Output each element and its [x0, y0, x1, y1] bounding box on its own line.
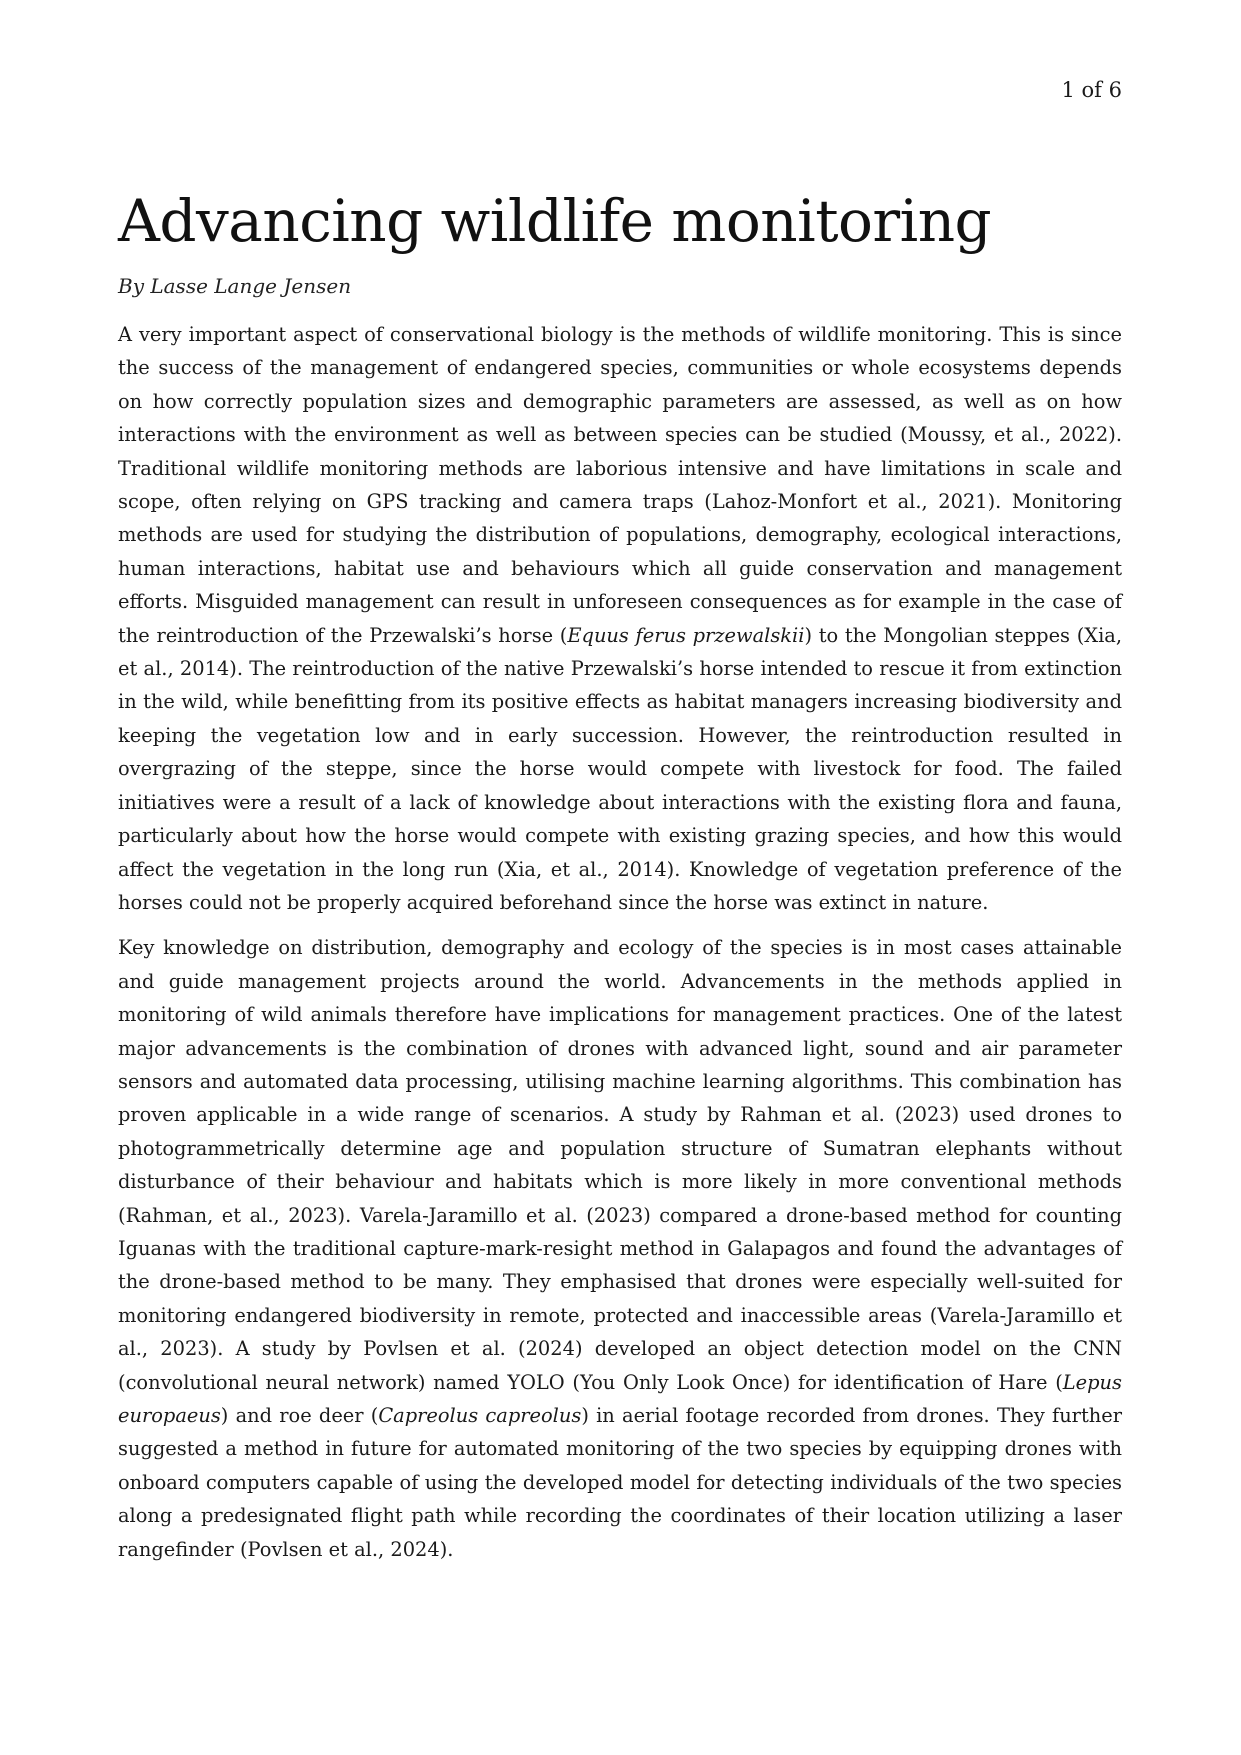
article-body [118, 186, 1122, 1566]
article-byline: By Lasse Lange Jensen [118, 274, 352, 298]
species-name-capreolus: Capreolus capreolus [378, 1404, 582, 1427]
paragraph-2-text-b: ) and roe deer ( [220, 1404, 379, 1427]
paragraph-2-text-c: ) in aerial footage recorded from drones. They further suggested a method in future for automated monitoring of the two species by equipping drones with onboard computers capable of using the developed model for detecting individuals of the two species along a predesignated flight path while recording the coordinates of their location utilizing a laser rangefinder (Povlsen et al., 2024). [118, 1404, 1122, 1561]
species-name-lepus: Lepus europaeus [118, 1370, 1122, 1427]
paragraph-1-text-a: A very important aspect of conservational biology is the methods of wildlife monitoring. This is since the success of the management of endangered species, communities or whole ecosystems depends on how correctly population sizes and demographic parameters are assessed, as well as on how interactions with the environment as well as between species can be studied (Moussy, et al., 2022). Traditional wildlife monitoring methods are laborious intensive and have limitations in scale and scope, often relying on GPS tracking and camera traps (Lahoz-Monfort et al., 2021). Monitoring methods are used for studying the distribution of populations, demography, ecological interactions, human interactions, habitat use and behaviours which all guide conservation and management efforts. Misguided management can result in unforeseen consequences as for example in the case of the reintroduction of the Przewalski’s horse ( [118, 323, 1122, 647]
species-name-equus: Equus ferus przewalskii [567, 623, 805, 647]
page-number: 1 of 6 [1061, 78, 1122, 102]
article-title: Advancing wildlife monitoring [118, 187, 992, 255]
paragraph-1-text-b: ) to the Mongolian steppes (Xia, et al., 2014). The reintroduction of the native Przewalski’s horse intended to rescue it from extinction in the wild, while benefitting from its positive effects as habitat managers increasing biodiversity and keeping the vegetation low and in early succession. However, the reintroduction resulted in overgrazing of the steppe, since the horse would compete with livestock for food. The failed initiatives were a result of a lack of knowledge about interactions with the existing flora and fauna, particularly about how the horse would compete with existing grazing species, and how this would affect the vegetation in the long run (Xia, et al., 2014). Knowledge of vegetation preference of the horses could not be properly acquired beforehand since the horse was extinct in nature. [118, 623, 1122, 914]
paragraph-1 [118, 318, 1122, 919]
paragraph-2-text-a: Key knowledge on distribution, demography and ecology of the species is in most cases attainable and guide management projects around the world. Advancements in the methods applied in monitoring of wild animals therefore have implications for management practices. One of the latest major advancements is the combination of drones with advanced light, sound and air parameter sensors and automated data processing, utilising machine learning algorithms. This combination has proven applicable in a wide range of scenarios. A study by Rahman et al. (2023) used drones to photogrammetrically determine age and population structure of Sumatran elephants without disturbance of their behaviour and habitats which is more likely in more conventional methods (Rahman, et al., 2023). Varela-Jaramillo et al. (2023) compared a drone-based method for counting Iguanas with the traditional capture-mark-resight method in Galapagos and found the advantages of the drone-based method to be many. They emphasised that drones were especially well-suited for monitoring endangered biodiversity in remote, protected and inaccessible areas (Varela-Jaramillo et al., 2023). A study by Povlsen et al. (2024) developed an object detection model on the CNN (convolutional neural network) named YOLO (You Only Look Once) for identification of Hare ( [118, 936, 1122, 1394]
paragraph-2 [118, 931, 1122, 1566]
